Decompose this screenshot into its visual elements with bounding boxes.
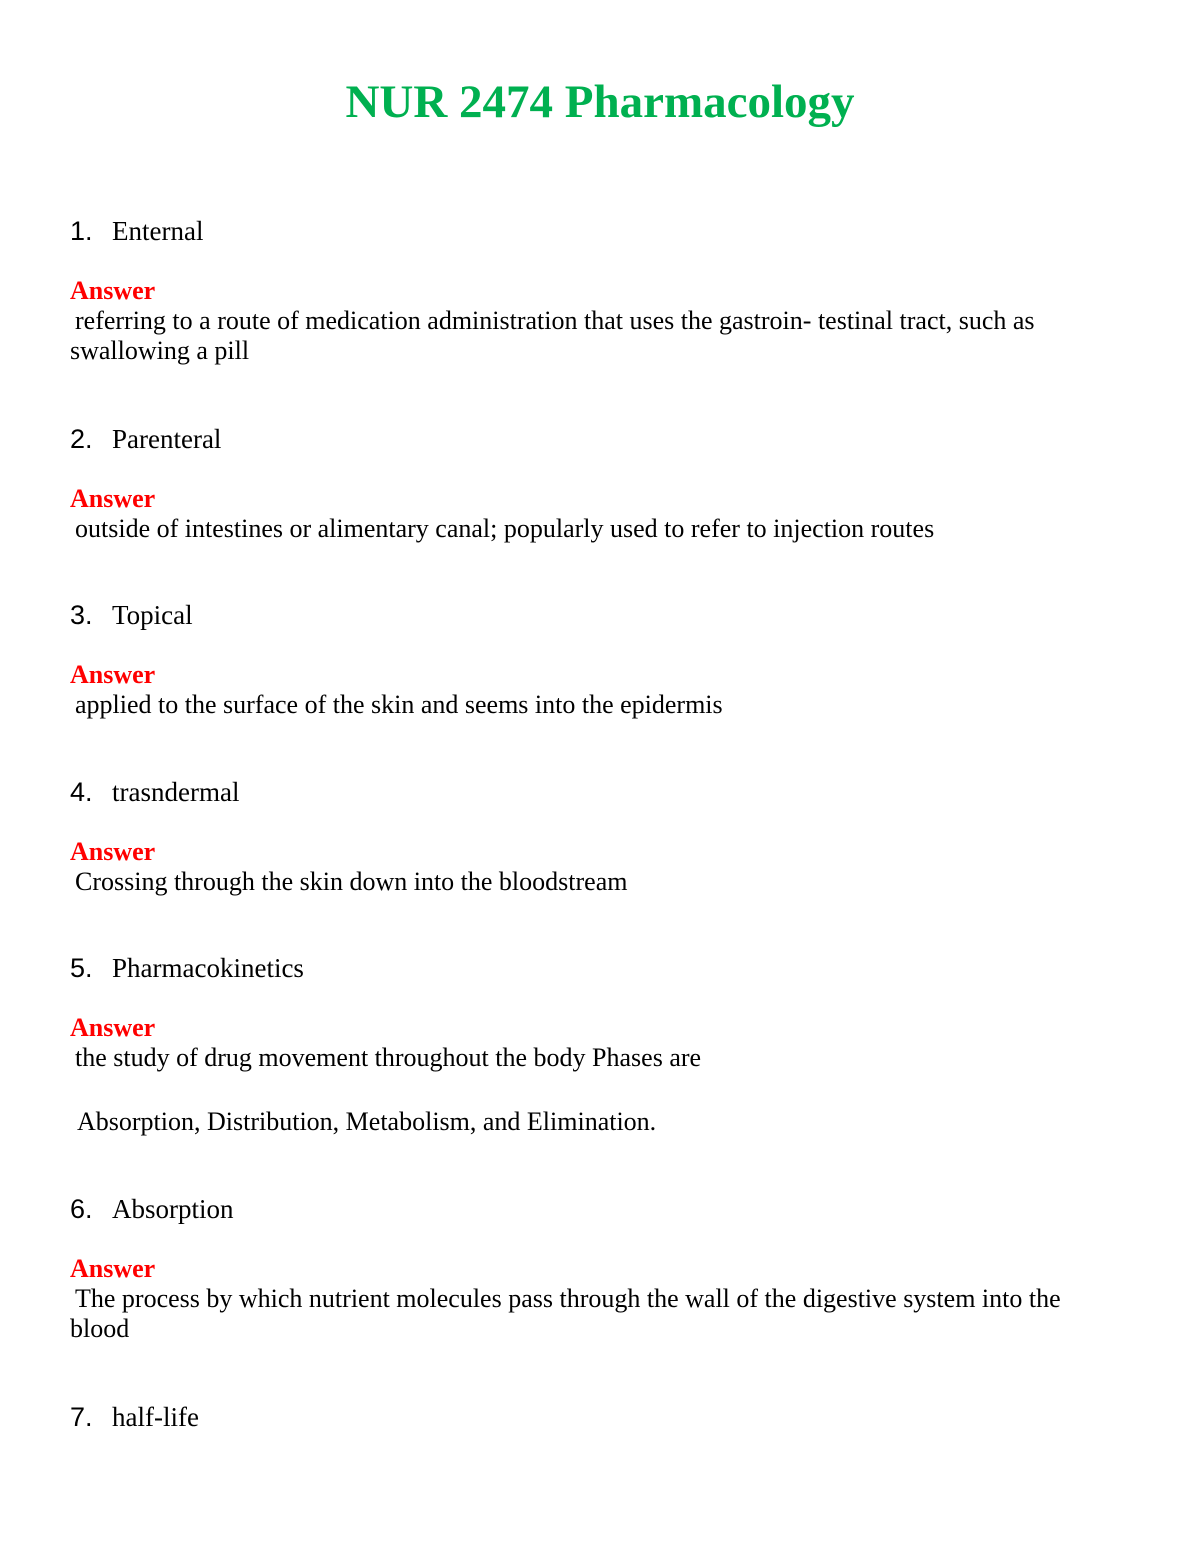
- answer-text: outside of intestines or alimentary canal; popularly used to refer to injection routes: [75, 514, 935, 543]
- answer-label: Answer: [70, 276, 156, 305]
- answer-text: the study of drug movement throughout the body Phases are: [75, 1043, 702, 1072]
- question-heading: [70, 422, 1130, 456]
- page-title: NUR 2474 Pharmacology: [345, 76, 855, 128]
- question-item: [70, 1400, 1130, 1434]
- answer-label: Answer: [70, 660, 156, 689]
- question-term: Parenteral: [112, 424, 222, 454]
- question-heading: [70, 775, 1130, 809]
- question-item: [70, 598, 1130, 720]
- question-number: 1.: [70, 216, 93, 246]
- question-number: 6.: [70, 1194, 93, 1224]
- answer-label: Answer: [70, 1013, 156, 1042]
- answer-text: referring to a route of medication administration that uses the gastroin- testinal tract, such as swallowing a pill: [70, 306, 1035, 365]
- question-term: Pharmacokinetics: [112, 953, 304, 983]
- question-item: [70, 951, 1130, 1137]
- answer-label: Answer: [70, 1254, 156, 1283]
- answer-text: Crossing through the skin down into the bloodstream: [75, 867, 628, 896]
- question-item: [70, 214, 1130, 366]
- question-item: [70, 1192, 1130, 1344]
- question-term: Topical: [112, 600, 193, 630]
- question-number: 3.: [70, 600, 93, 630]
- question-heading: [70, 951, 1130, 985]
- answer-text: applied to the surface of the skin and seems into the epidermis: [75, 690, 723, 719]
- question-item: [70, 422, 1130, 544]
- answer-text: The process by which nutrient molecules pass through the wall of the digestive system into the blood: [70, 1284, 1061, 1343]
- question-number: 2.: [70, 424, 93, 454]
- question-term: trasndermal: [112, 777, 240, 807]
- question-heading: [70, 598, 1130, 632]
- question-term: Absorption: [112, 1194, 234, 1224]
- question-heading: [70, 1192, 1130, 1226]
- answer-label: Answer: [70, 484, 156, 513]
- question-term: Enternal: [112, 216, 204, 246]
- answer-text-continued: Absorption, Distribution, Metabolism, and Elimination.: [77, 1107, 657, 1136]
- question-heading: [70, 214, 1130, 248]
- question-number: 7.: [70, 1402, 93, 1432]
- question-number: 5.: [70, 953, 93, 983]
- answer-label: Answer: [70, 837, 156, 866]
- question-heading: [70, 1400, 1130, 1434]
- question-item: [70, 775, 1130, 897]
- question-number: 4.: [70, 777, 93, 807]
- question-term: half-life: [112, 1402, 199, 1432]
